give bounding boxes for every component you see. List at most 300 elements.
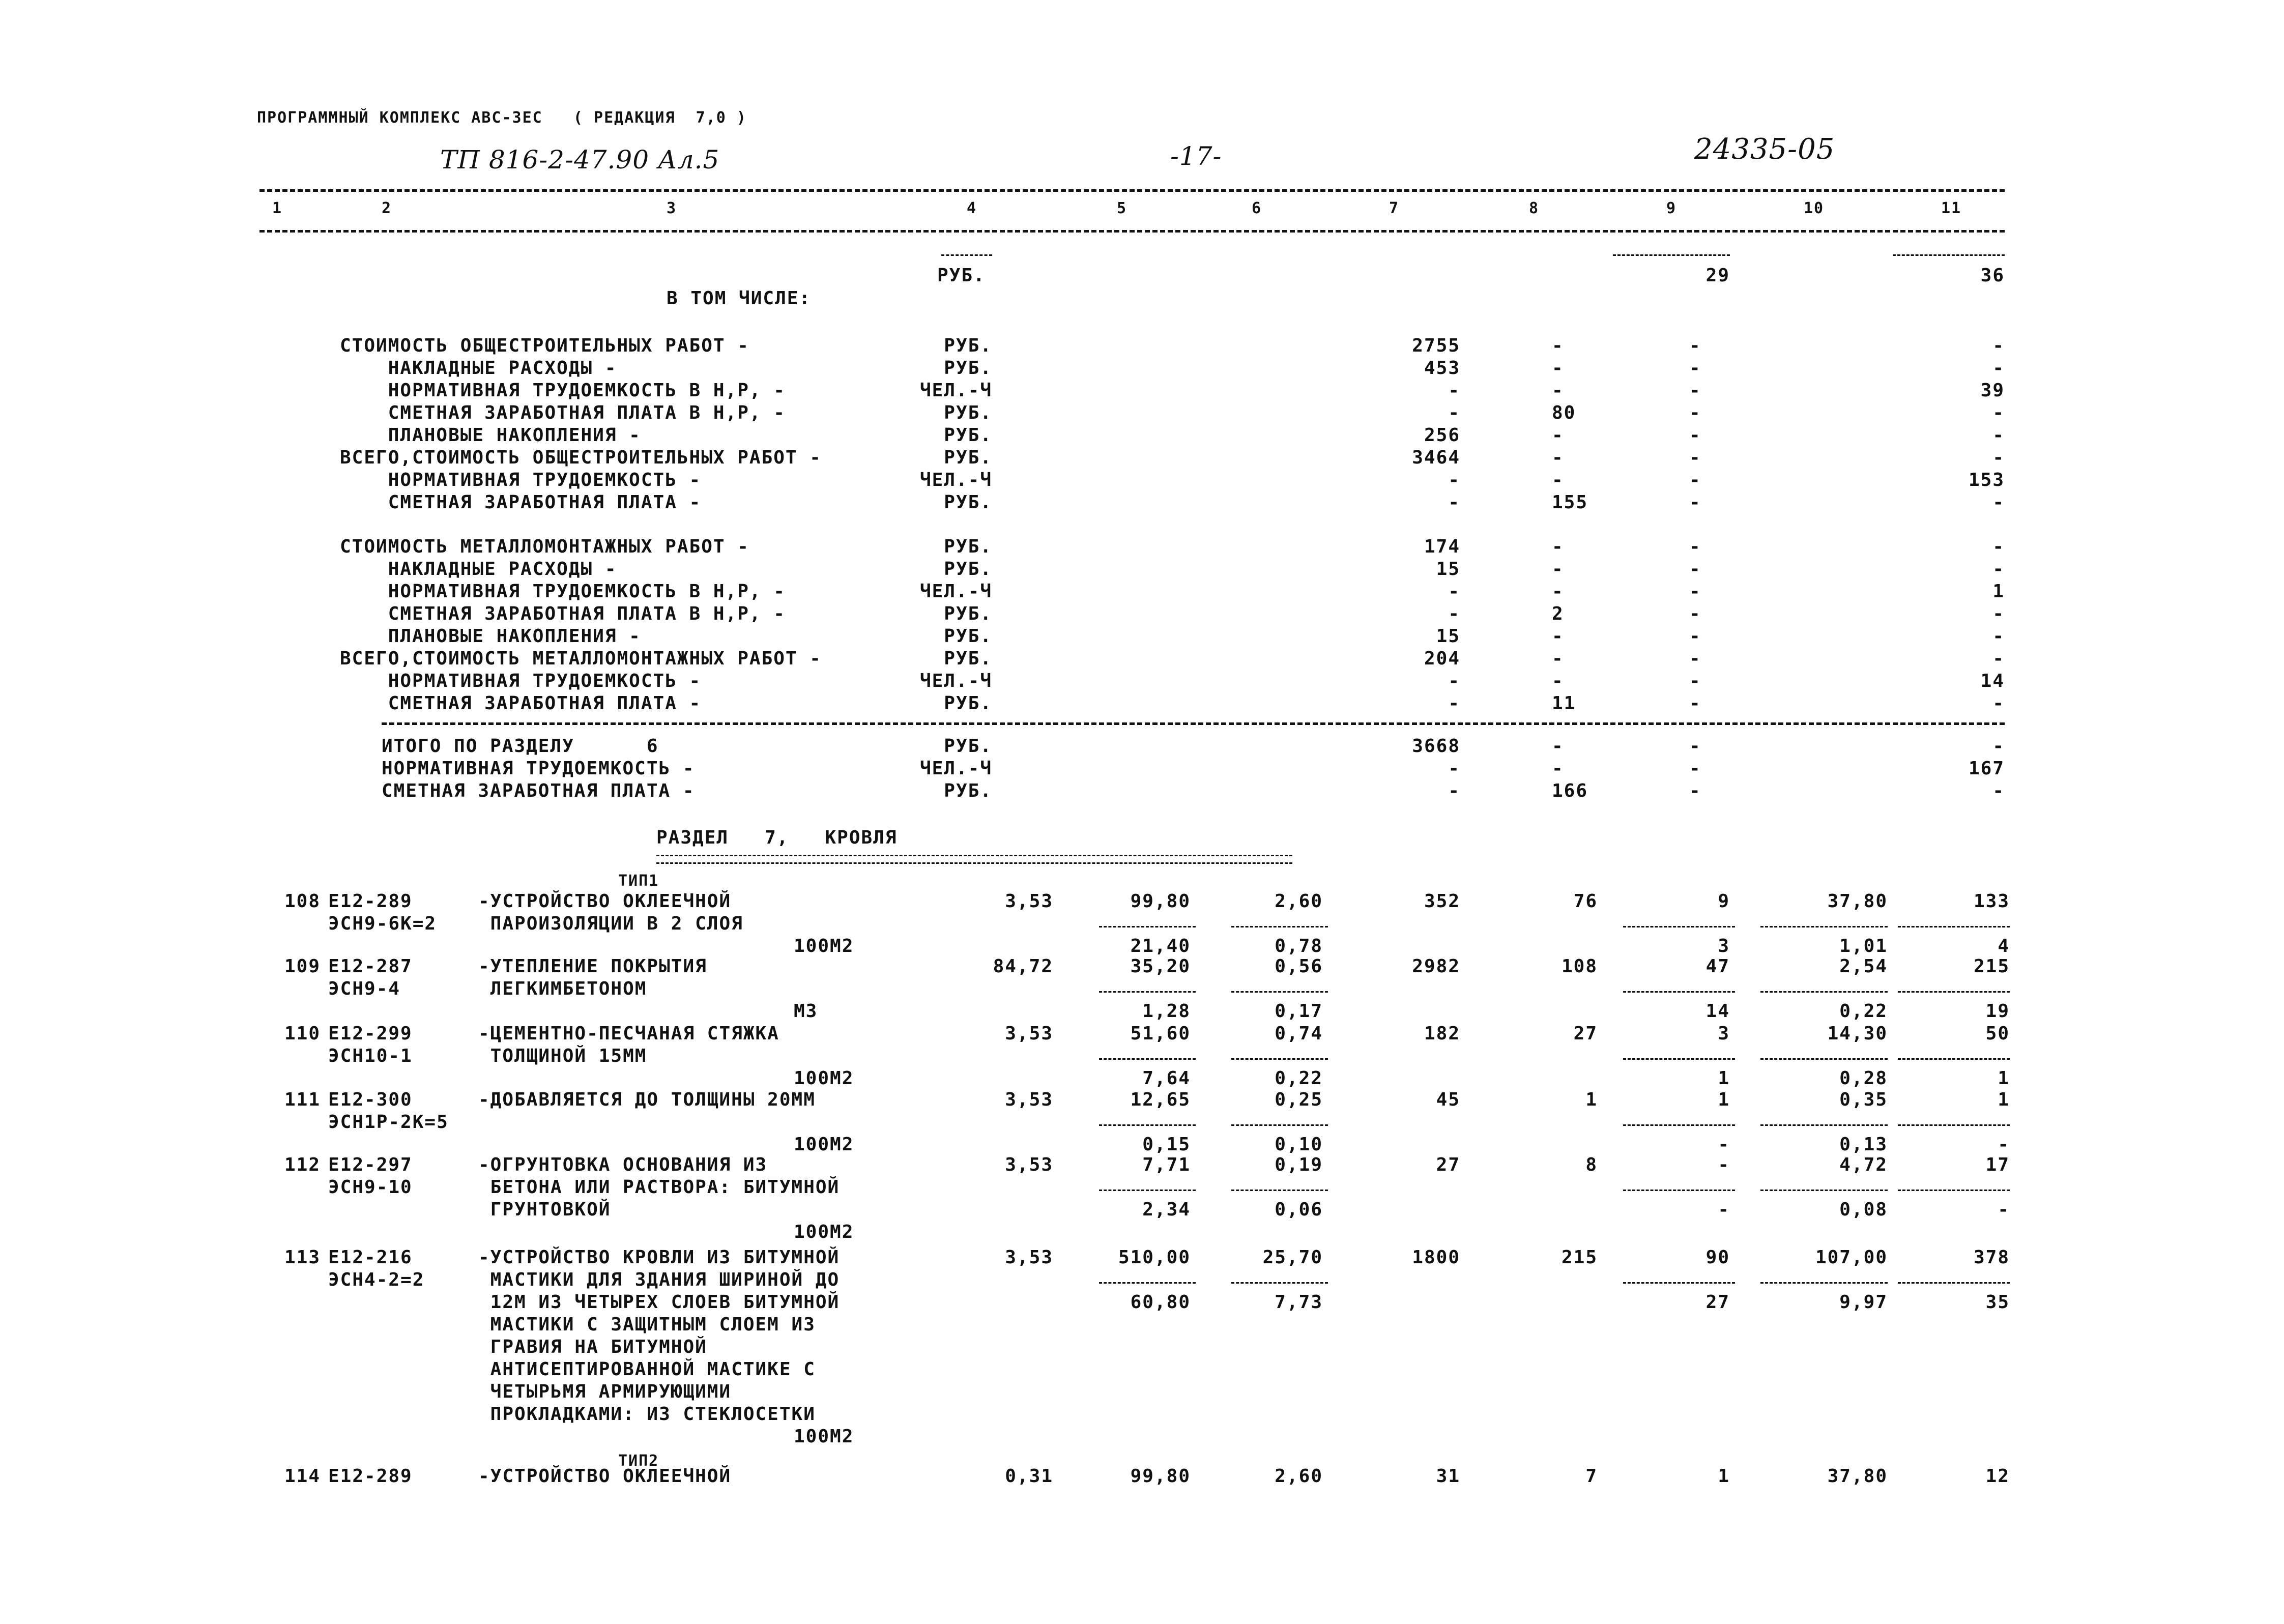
item-col5: 7,71 bbox=[1142, 1154, 1191, 1175]
item-col7: 27 bbox=[1436, 1154, 1460, 1175]
item-code-secondary: ЭСН1Р-2К=5 bbox=[328, 1112, 449, 1133]
item-description-line: БЕТОНА ИЛИ РАСТВОРА: БИТУМНОЙ bbox=[478, 1177, 840, 1198]
item-col4: 84,72 bbox=[993, 956, 1053, 977]
cell-rule bbox=[1099, 1190, 1196, 1191]
item-code-secondary: ЭСН4-2=2 bbox=[328, 1269, 425, 1290]
summary-row-col11: 39 bbox=[1980, 380, 2005, 401]
summary-row-label: НАКЛАДНЫЕ РАСХОДЫ - bbox=[340, 358, 617, 379]
item-number: 113 bbox=[284, 1247, 321, 1268]
summary-row-col9: - bbox=[1689, 335, 1701, 356]
cell-rule bbox=[1099, 926, 1196, 927]
summary-row-col7: 15 bbox=[1436, 559, 1460, 579]
item-col5: 12,65 bbox=[1130, 1089, 1191, 1110]
item-description-line: -УСТРОЙСТВО ОКЛЕЕЧНОЙ bbox=[478, 1466, 732, 1487]
summary-row-col7: - bbox=[1448, 693, 1460, 714]
item-description-line: -УСТРОЙСТВО ОКЛЕЕЧНОЙ bbox=[478, 891, 732, 912]
cell-rule bbox=[1231, 1282, 1328, 1284]
cell-rule bbox=[1623, 1124, 1735, 1126]
item-col11: 133 bbox=[1973, 891, 2010, 912]
summary-row-col8: - bbox=[1552, 758, 1564, 779]
item-col9: 9 bbox=[1718, 891, 1730, 912]
summary-row-col7: 256 bbox=[1424, 425, 1460, 446]
item-description-line: ПАРОИЗОЛЯЦИИ В 2 СЛОЯ bbox=[478, 913, 743, 934]
item-col8: 8 bbox=[1585, 1154, 1598, 1175]
summary-row-col9: - bbox=[1689, 559, 1701, 579]
item-col4: 3,53 bbox=[1005, 1089, 1053, 1110]
item-col5: 510,00 bbox=[1118, 1247, 1191, 1268]
item-col6: 25,70 bbox=[1262, 1247, 1323, 1268]
summary-row-label: НОРМАТИВНАЯ ТРУДОЕМКОСТЬ - bbox=[382, 758, 695, 779]
summary-row-unit: РУБ. bbox=[944, 492, 992, 513]
item-col6: 0,19 bbox=[1275, 1154, 1323, 1175]
item-col7: 352 bbox=[1424, 891, 1460, 912]
item-code: Е12-300 bbox=[328, 1089, 413, 1110]
summary-row-label: НАКЛАДНЫЕ РАСХОДЫ - bbox=[340, 559, 617, 579]
item-col10-lower: 0,28 bbox=[1839, 1068, 1888, 1089]
item-code: Е12-216 bbox=[328, 1247, 413, 1268]
summary-row-col9: - bbox=[1689, 648, 1701, 669]
cell-rule bbox=[1099, 1058, 1196, 1060]
summary-row-col8: - bbox=[1552, 648, 1564, 669]
summary-row-unit: РУБ. bbox=[944, 559, 992, 579]
summary-row-col8: - bbox=[1552, 536, 1564, 557]
col-number-5: 5 bbox=[1117, 199, 1127, 217]
summary-row-col11: - bbox=[1992, 736, 2005, 757]
item-col6: 2,60 bbox=[1275, 891, 1323, 912]
rule bbox=[1893, 254, 2005, 256]
item-col8: 76 bbox=[1573, 891, 1598, 912]
item-col10-lower: 0,13 bbox=[1839, 1134, 1888, 1155]
type-heading-1: ТИП1 bbox=[618, 872, 659, 890]
item-col10-lower: 1,01 bbox=[1839, 936, 1888, 956]
summary-row-col8: - bbox=[1552, 425, 1564, 446]
item-col11: 1 bbox=[1998, 1089, 2010, 1110]
item-number: 109 bbox=[284, 956, 321, 977]
summary-row-col7: 453 bbox=[1424, 358, 1460, 379]
summary-row-col9: - bbox=[1689, 626, 1701, 647]
summary-row-unit: ЧЕЛ.-Ч bbox=[919, 671, 992, 691]
summary-row-col8: 11 bbox=[1552, 693, 1576, 714]
item-description-line: ЧЕТЫРЬМЯ АРМИРУЮЩИМИ bbox=[478, 1381, 732, 1402]
item-col5: 51,60 bbox=[1130, 1023, 1191, 1044]
cell-rule bbox=[1099, 1282, 1196, 1284]
item-col10: 0,35 bbox=[1839, 1089, 1888, 1110]
col-number-4: 4 bbox=[967, 199, 977, 217]
item-col9-lower: 27 bbox=[1705, 1292, 1730, 1313]
item-col4: 3,53 bbox=[1005, 1023, 1053, 1044]
item-col5-lower: 0,15 bbox=[1142, 1134, 1191, 1155]
cell-rule bbox=[1898, 1190, 2010, 1191]
cell-rule bbox=[1231, 926, 1328, 927]
summary-row-col8: - bbox=[1552, 380, 1564, 401]
item-description-line: -УТЕПЛЕНИЕ ПОКРЫТИЯ bbox=[478, 956, 707, 977]
total-col9: 29 bbox=[1705, 265, 1730, 286]
cell-rule bbox=[1760, 1124, 1888, 1126]
item-col9-lower: 1 bbox=[1718, 1068, 1730, 1089]
summary-row-unit: РУБ. bbox=[944, 648, 992, 669]
summary-row-col8: - bbox=[1552, 736, 1564, 757]
summary-row-col9: - bbox=[1689, 603, 1701, 624]
section-title: РАЗДЕЛ 7, КРОВЛЯ bbox=[656, 827, 898, 848]
item-code: Е12-287 bbox=[328, 956, 413, 977]
item-col6: 0,56 bbox=[1275, 956, 1323, 977]
summary-row-col7: - bbox=[1448, 758, 1460, 779]
item-col8: 108 bbox=[1561, 956, 1598, 977]
summary-row-col9: - bbox=[1689, 492, 1701, 513]
summary-row-col9: - bbox=[1689, 425, 1701, 446]
item-col6: 0,74 bbox=[1275, 1023, 1323, 1044]
summary-row-col9: - bbox=[1689, 780, 1701, 801]
item-col11-lower: 4 bbox=[1998, 936, 2010, 956]
item-col11-lower: 1 bbox=[1998, 1068, 2010, 1089]
item-col10: 37,80 bbox=[1827, 891, 1888, 912]
summary-row-unit: РУБ. bbox=[944, 425, 992, 446]
cell-rule bbox=[1760, 1282, 1888, 1284]
item-unit: 100М2 bbox=[794, 1426, 854, 1447]
summary-row-col9: - bbox=[1689, 671, 1701, 691]
summary-row-col8: - bbox=[1552, 470, 1564, 490]
item-col9: - bbox=[1718, 1154, 1730, 1175]
summary-row-label: СТОИМОСТЬ ОБЩЕСТРОИТЕЛЬНЫХ РАБОТ - bbox=[340, 335, 749, 356]
summary-row-label: СМЕТНАЯ ЗАРАБОТНАЯ ПЛАТА - bbox=[382, 780, 695, 801]
item-col6-lower: 0,78 bbox=[1275, 936, 1323, 956]
item-col10-lower: 0,08 bbox=[1839, 1199, 1888, 1220]
cell-rule bbox=[1231, 1190, 1328, 1191]
item-col8: 7 bbox=[1585, 1466, 1598, 1487]
summary-row-label: НОРМАТИВНАЯ ТРУДОЕМКОСТЬ - bbox=[340, 470, 702, 490]
item-col10: 37,80 bbox=[1827, 1466, 1888, 1487]
cell-rule bbox=[1623, 991, 1735, 993]
cell-rule bbox=[1231, 1058, 1328, 1060]
item-description-line: 12М ИЗ ЧЕТЫРЕХ СЛОЕВ БИТУМНОЙ bbox=[478, 1292, 840, 1313]
summary-row-col7: - bbox=[1448, 603, 1460, 624]
item-col6: 2,60 bbox=[1275, 1466, 1323, 1487]
summary-row-col11: 14 bbox=[1980, 671, 2005, 691]
summary-row-col8: 166 bbox=[1552, 780, 1588, 801]
summary-row-col9: - bbox=[1689, 358, 1701, 379]
summary-row-col9: - bbox=[1689, 470, 1701, 490]
document-reference: ТП 816-2-47.90 Ал.5 bbox=[440, 145, 720, 175]
item-col11-lower: - bbox=[1998, 1134, 2010, 1155]
summary-row-col9: - bbox=[1689, 447, 1701, 468]
summary-row-col11: - bbox=[1992, 559, 2005, 579]
summary-row-col8: - bbox=[1552, 671, 1564, 691]
summary-row-col11: - bbox=[1992, 780, 2005, 801]
summary-row-col7: 15 bbox=[1436, 626, 1460, 647]
item-col7: 1800 bbox=[1412, 1247, 1460, 1268]
including-heading: В ТОМ ЧИСЛЕ: bbox=[667, 288, 812, 309]
summary-row-col7: - bbox=[1448, 581, 1460, 602]
item-col9-lower: - bbox=[1718, 1134, 1730, 1155]
summary-row-label: ПЛАНОВЫЕ НАКОПЛЕНИЯ - bbox=[340, 626, 641, 647]
item-description-line: МАСТИКИ ДЛЯ ЗДАНИЯ ШИРИНОЙ ДО bbox=[478, 1269, 840, 1290]
document-number: 24335-05 bbox=[1694, 133, 1835, 166]
summary-row-col9: - bbox=[1689, 758, 1701, 779]
col-number-9: 9 bbox=[1666, 199, 1677, 217]
summary-row-col9: - bbox=[1689, 536, 1701, 557]
item-col9-lower: - bbox=[1718, 1199, 1730, 1220]
item-col9-lower: 3 bbox=[1718, 936, 1730, 956]
item-description-line: МАСТИКИ С ЗАЩИТНЫМ СЛОЕМ ИЗ bbox=[478, 1314, 816, 1335]
summary-row-label: СМЕТНАЯ ЗАРАБОТНАЯ ПЛАТА - bbox=[340, 492, 702, 513]
item-col6-lower: 0,17 bbox=[1275, 1001, 1323, 1022]
item-col5: 35,20 bbox=[1130, 956, 1191, 977]
item-col9: 3 bbox=[1718, 1023, 1730, 1044]
summary-row-col7: - bbox=[1448, 780, 1460, 801]
summary-row-col11: - bbox=[1992, 626, 2005, 647]
summary-row-col11: 167 bbox=[1968, 758, 2005, 779]
item-description-line: ГРАВИЯ НА БИТУМНОЙ bbox=[478, 1337, 707, 1357]
item-col5-lower: 7,64 bbox=[1142, 1068, 1191, 1089]
item-description-line: -ОГРУНТОВКА ОСНОВАНИЯ ИЗ bbox=[478, 1154, 768, 1175]
item-col5: 99,80 bbox=[1130, 891, 1191, 912]
summary-row-label: СТОИМОСТЬ МЕТАЛЛОМОНТАЖНЫХ РАБОТ - bbox=[340, 536, 749, 557]
summary-row-col9: - bbox=[1689, 581, 1701, 602]
section-title-underline bbox=[656, 855, 1292, 864]
summary-row-col9: - bbox=[1689, 693, 1701, 714]
summary-row-unit: ЧЕЛ.-Ч bbox=[919, 470, 992, 490]
summary-row-col9: - bbox=[1689, 402, 1701, 423]
item-col11-lower: - bbox=[1998, 1199, 2010, 1220]
item-number: 111 bbox=[284, 1089, 321, 1110]
cell-rule bbox=[1760, 991, 1888, 993]
col-number-11: 11 bbox=[1941, 199, 1962, 217]
item-col5-lower: 2,34 bbox=[1142, 1199, 1191, 1220]
summary-row-col11: - bbox=[1992, 447, 2005, 468]
cell-rule bbox=[1898, 926, 2010, 927]
summary-row-col8: 2 bbox=[1552, 603, 1564, 624]
item-col8: 1 bbox=[1585, 1089, 1598, 1110]
summary-row-col11: - bbox=[1992, 402, 2005, 423]
item-description-line: ЛЕГКИМБЕТОНОМ bbox=[478, 978, 647, 999]
item-description-line: -УСТРОЙСТВО КРОВЛИ ИЗ БИТУМНОЙ bbox=[478, 1247, 840, 1268]
summary-row-col7: 3668 bbox=[1412, 736, 1460, 757]
item-col7: 31 bbox=[1436, 1466, 1460, 1487]
cell-rule bbox=[1623, 1190, 1735, 1191]
summary-row-col11: - bbox=[1992, 648, 2005, 669]
summary-row-col8: 155 bbox=[1552, 492, 1588, 513]
summary-row-col8: - bbox=[1552, 559, 1564, 579]
item-unit: 100М2 bbox=[794, 1222, 854, 1242]
summary-row-col9: - bbox=[1689, 736, 1701, 757]
summary-row-label: ВСЕГО,СТОИМОСТЬ МЕТАЛЛОМОНТАЖНЫХ РАБОТ - bbox=[340, 648, 822, 669]
summary-row-unit: РУБ. bbox=[944, 780, 992, 801]
summary-row-col11: - bbox=[1992, 693, 2005, 714]
cell-rule bbox=[1898, 991, 2010, 993]
summary-row-col7: - bbox=[1448, 470, 1460, 490]
item-col6-lower: 0,22 bbox=[1275, 1068, 1323, 1089]
summary-row-col7: 3464 bbox=[1412, 447, 1460, 468]
item-code: Е12-299 bbox=[328, 1023, 413, 1044]
item-col10-lower: 9,97 bbox=[1839, 1292, 1888, 1313]
summary-row-unit: РУБ. bbox=[944, 402, 992, 423]
cell-rule bbox=[1099, 991, 1196, 993]
summary-row-unit: ЧЕЛ.-Ч bbox=[919, 380, 992, 401]
cell-rule bbox=[1231, 1124, 1328, 1126]
item-col11-lower: 19 bbox=[1985, 1001, 2010, 1022]
item-description-line: ПРОКЛАДКАМИ: ИЗ СТЕКЛОСЕТКИ bbox=[478, 1404, 816, 1425]
summary-row-unit: ЧЕЛ.-Ч bbox=[919, 758, 992, 779]
col-number-2: 2 bbox=[382, 199, 392, 217]
item-col5-lower: 1,28 bbox=[1142, 1001, 1191, 1022]
item-col8: 215 bbox=[1561, 1247, 1598, 1268]
item-col5: 99,80 bbox=[1130, 1466, 1191, 1487]
item-col9: 1 bbox=[1718, 1466, 1730, 1487]
col-number-3: 3 bbox=[667, 199, 677, 217]
item-col9: 90 bbox=[1705, 1247, 1730, 1268]
summary-row-col9: - bbox=[1689, 380, 1701, 401]
item-col6: 0,25 bbox=[1275, 1089, 1323, 1110]
summary-row-col11: - bbox=[1992, 603, 2005, 624]
summary-row-unit: РУБ. bbox=[944, 626, 992, 647]
item-code: Е12-289 bbox=[328, 1466, 413, 1487]
item-number: 112 bbox=[284, 1154, 321, 1175]
cell-rule bbox=[1099, 1124, 1196, 1126]
col-number-1: 1 bbox=[272, 199, 283, 217]
summary-row-label: ИТОГО ПО РАЗДЕЛУ 6 bbox=[382, 736, 659, 757]
item-number: 114 bbox=[284, 1466, 321, 1487]
summary-row-unit: РУБ. bbox=[944, 736, 992, 757]
summary-row-col8: - bbox=[1552, 626, 1564, 647]
item-description-line: ТОЛЩИНОЙ 15ММ bbox=[478, 1046, 647, 1066]
item-description-line: ГРУНТОВКОЙ bbox=[478, 1199, 611, 1220]
item-col7: 2982 bbox=[1412, 956, 1460, 977]
rule bbox=[1613, 254, 1730, 256]
page-number: -17- bbox=[1170, 141, 1222, 171]
summary-row-col8: 80 bbox=[1552, 402, 1576, 423]
col-number-8: 8 bbox=[1529, 199, 1540, 217]
item-col7: 45 bbox=[1436, 1089, 1460, 1110]
item-code: Е12-289 bbox=[328, 891, 413, 912]
summary-row-col11: - bbox=[1992, 425, 2005, 446]
item-col6-lower: 0,06 bbox=[1275, 1199, 1323, 1220]
summary-row-label: НОРМАТИВНАЯ ТРУДОЕМКОСТЬ В Н,Р, - bbox=[340, 380, 786, 401]
item-col11: 17 bbox=[1985, 1154, 2010, 1175]
header-bottom-rule bbox=[259, 230, 2005, 233]
summary-row-unit: РУБ. bbox=[944, 358, 992, 379]
summary-row-unit: РУБ. bbox=[944, 693, 992, 714]
summary-row-col7: - bbox=[1448, 492, 1460, 513]
summary-row-col8: - bbox=[1552, 335, 1564, 356]
item-col10-lower: 0,22 bbox=[1839, 1001, 1888, 1022]
item-col11: 12 bbox=[1985, 1466, 2010, 1487]
cell-rule bbox=[1231, 991, 1328, 993]
item-col8: 27 bbox=[1573, 1023, 1598, 1044]
summary-row-label: НОРМАТИВНАЯ ТРУДОЕМКОСТЬ - bbox=[340, 671, 702, 691]
summary-row-col7: 204 bbox=[1424, 648, 1460, 669]
item-col9: 1 bbox=[1718, 1089, 1730, 1110]
summary-row-col7: - bbox=[1448, 380, 1460, 401]
cell-rule bbox=[1760, 1190, 1888, 1191]
item-code-secondary: ЭСН9-4 bbox=[328, 978, 401, 999]
item-col5-lower: 21,40 bbox=[1130, 936, 1191, 956]
unit-label: РУБ. bbox=[937, 265, 986, 286]
item-col11: 378 bbox=[1973, 1247, 2010, 1268]
item-col4: 0,31 bbox=[1005, 1466, 1053, 1487]
summary-row-col7: - bbox=[1448, 671, 1460, 691]
summary-row-col11: - bbox=[1992, 358, 2005, 379]
item-unit: 100М2 bbox=[794, 1068, 854, 1089]
cell-rule bbox=[1760, 926, 1888, 927]
item-col6-lower: 7,73 bbox=[1275, 1292, 1323, 1313]
cell-rule bbox=[1760, 1058, 1888, 1060]
summary-row-unit: РУБ. bbox=[944, 603, 992, 624]
item-col7: 182 bbox=[1424, 1023, 1460, 1044]
item-col6-lower: 0,10 bbox=[1275, 1134, 1323, 1155]
program-header: ПРОГРАММНЫЙ КОМПЛЕКС АВС-3ЕС ( РЕДАКЦИЯ 7,0 ) bbox=[257, 109, 747, 127]
item-unit: 100М2 bbox=[794, 936, 854, 956]
summary-row-col7: 2755 bbox=[1412, 335, 1460, 356]
item-description-line: -ДОБАВЛЯЕТСЯ ДО ТОЛЩИНЫ 20ММ bbox=[478, 1089, 816, 1110]
item-col4: 3,53 bbox=[1005, 1154, 1053, 1175]
summary-row-unit: ЧЕЛ.-Ч bbox=[919, 581, 992, 602]
item-col5-lower: 60,80 bbox=[1130, 1292, 1191, 1313]
summary-row-unit: РУБ. bbox=[944, 447, 992, 468]
item-code: Е12-297 bbox=[328, 1154, 413, 1175]
item-col4: 3,53 bbox=[1005, 1247, 1053, 1268]
item-number: 110 bbox=[284, 1023, 321, 1044]
summary-row-label: НОРМАТИВНАЯ ТРУДОЕМКОСТЬ В Н,Р, - bbox=[340, 581, 786, 602]
cell-rule bbox=[1623, 1282, 1735, 1284]
item-col9-lower: 14 bbox=[1705, 1001, 1730, 1022]
col-number-10: 10 bbox=[1804, 199, 1825, 217]
item-col10: 4,72 bbox=[1839, 1154, 1888, 1175]
summary-row-label: СМЕТНАЯ ЗАРАБОТНАЯ ПЛАТА - bbox=[340, 693, 702, 714]
summary-row-unit: РУБ. bbox=[944, 536, 992, 557]
cell-rule bbox=[1623, 926, 1735, 927]
type-heading-2: ТИП2 bbox=[618, 1452, 659, 1470]
item-col11-lower: 35 bbox=[1985, 1292, 2010, 1313]
summary-row-col11: 153 bbox=[1968, 470, 2005, 490]
summary-row-label: СМЕТНАЯ ЗАРАБОТНАЯ ПЛАТА В Н,Р, - bbox=[340, 603, 786, 624]
cell-rule bbox=[1898, 1282, 2010, 1284]
summary-row-col11: - bbox=[1992, 492, 2005, 513]
summary-row-col11: - bbox=[1992, 335, 2005, 356]
summary-row-col8: - bbox=[1552, 358, 1564, 379]
col-number-6: 6 bbox=[1252, 199, 1262, 217]
summary-row-label: ВСЕГО,СТОИМОСТЬ ОБЩЕСТРОИТЕЛЬНЫХ РАБОТ - bbox=[340, 447, 822, 468]
item-col9: 47 bbox=[1705, 956, 1730, 977]
item-description-line: -ЦЕМЕНТНО-ПЕСЧАНАЯ СТЯЖКА bbox=[478, 1023, 779, 1044]
item-col10: 14,30 bbox=[1827, 1023, 1888, 1044]
col-number-7: 7 bbox=[1389, 199, 1400, 217]
summary-row-col8: - bbox=[1552, 447, 1564, 468]
item-code-secondary: ЭСН10-1 bbox=[328, 1046, 413, 1066]
cell-rule bbox=[1898, 1124, 2010, 1126]
header-top-rule bbox=[259, 189, 2005, 192]
section-total-rule bbox=[382, 722, 2005, 725]
summary-row-col8: - bbox=[1552, 581, 1564, 602]
summary-row-unit: РУБ. bbox=[944, 335, 992, 356]
item-col10: 107,00 bbox=[1815, 1247, 1888, 1268]
item-number: 108 bbox=[284, 891, 321, 912]
total-col11: 36 bbox=[1980, 265, 2005, 286]
rule bbox=[941, 254, 992, 256]
item-unit: 100М2 bbox=[794, 1134, 854, 1155]
summary-row-col11: - bbox=[1992, 536, 2005, 557]
item-col11: 50 bbox=[1985, 1023, 2010, 1044]
item-col11: 215 bbox=[1973, 956, 2010, 977]
summary-row-label: ПЛАНОВЫЕ НАКОПЛЕНИЯ - bbox=[340, 425, 641, 446]
cell-rule bbox=[1623, 1058, 1735, 1060]
cell-rule bbox=[1898, 1058, 2010, 1060]
item-col10: 2,54 bbox=[1839, 956, 1888, 977]
summary-row-col7: 174 bbox=[1424, 536, 1460, 557]
summary-row-label: СМЕТНАЯ ЗАРАБОТНАЯ ПЛАТА В Н,Р, - bbox=[340, 402, 786, 423]
item-col4: 3,53 bbox=[1005, 891, 1053, 912]
item-code-secondary: ЭСН9-6К=2 bbox=[328, 913, 437, 934]
summary-row-col11: 1 bbox=[1992, 581, 2005, 602]
